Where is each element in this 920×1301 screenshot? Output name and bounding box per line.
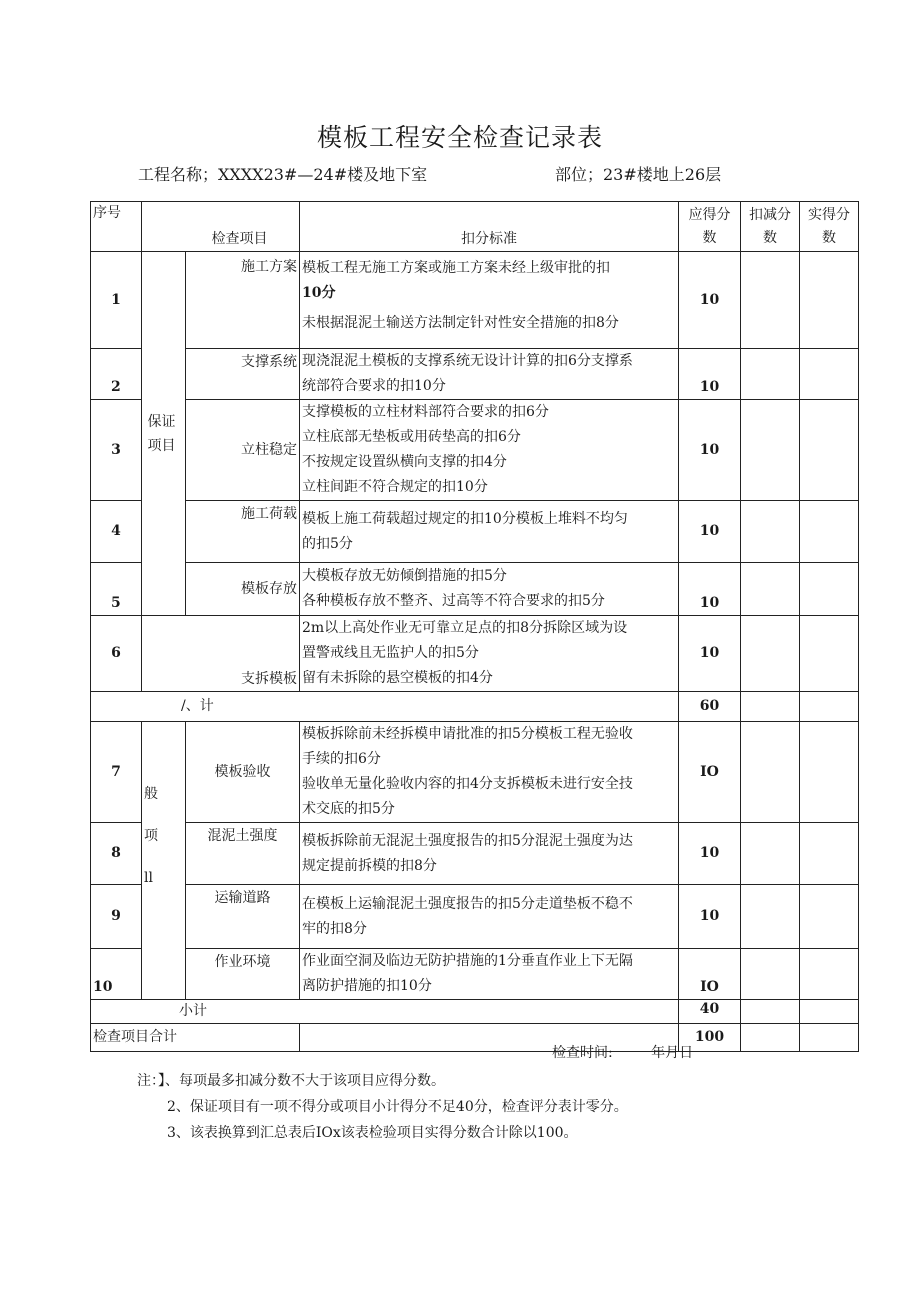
total-value: 100 xyxy=(679,1024,741,1052)
table-row xyxy=(91,252,859,349)
criteria-cell xyxy=(300,400,679,501)
due-score: 10 xyxy=(679,823,741,885)
header-due-line2: 数 xyxy=(702,229,717,246)
criteria-line: 离防护措施的扣10分 xyxy=(302,978,432,994)
item-name: 支撑系统 xyxy=(186,349,300,400)
group-general-line3: ll xyxy=(144,870,153,886)
page-title: 模板工程安全检查记录表 xyxy=(316,123,603,152)
criteria-cell xyxy=(300,252,679,349)
group-general-line1: 般 xyxy=(144,786,158,802)
deducted-score xyxy=(741,722,800,823)
check-time xyxy=(552,1042,693,1062)
subtotal-value: 60 xyxy=(679,692,741,722)
criteria-line: 各种模板存放不整齐、过高等不符合要求的扣5分 xyxy=(302,593,605,609)
actual-score xyxy=(800,1000,859,1024)
item-name: 作业环境 xyxy=(186,949,300,1000)
row-number: 8 xyxy=(91,823,142,885)
item-name: 施工荷载 xyxy=(186,501,300,563)
deducted-score xyxy=(741,349,800,400)
due-score: 10 xyxy=(679,252,741,349)
actual-score xyxy=(800,949,859,1000)
row-number: 6 xyxy=(91,616,142,692)
criteria-line: 的扣5分 xyxy=(302,535,353,552)
item-name: 运输道路 xyxy=(186,885,300,949)
table-row xyxy=(91,349,859,400)
total-row xyxy=(91,1024,859,1052)
criteria-line: 规定提前拆模的扣8分 xyxy=(302,857,437,874)
subtotal-value: 40 xyxy=(679,1000,741,1024)
table-row xyxy=(91,616,859,692)
header-due-line1: 应得分 xyxy=(688,206,731,223)
criteria-cell xyxy=(300,885,679,949)
deducted-score xyxy=(741,692,800,722)
actual-score xyxy=(800,823,859,885)
notes xyxy=(137,1068,628,1146)
item-name: 模板存放 xyxy=(186,563,300,616)
header-act-line1: 实得分 xyxy=(808,206,850,223)
group-guarantee xyxy=(142,252,186,616)
row-number: 1 xyxy=(91,252,142,349)
criteria-line: 手续的扣6分 xyxy=(302,751,381,767)
due-score: 10 xyxy=(679,501,741,563)
header-seq: 序号 xyxy=(91,202,142,252)
table-row xyxy=(91,949,859,1000)
due-score: IO xyxy=(679,949,741,1000)
criteria-line: 立柱间距不符合规定的扣10分 xyxy=(302,479,488,495)
deducted-score xyxy=(741,563,800,616)
note-line: 3、该表换算到汇总表后IOx该表检验项目实得分数合计除以100。 xyxy=(167,1125,578,1141)
criteria-line: 现浇混泥土模板的支撑系统无设计计算的扣6分支撑系 xyxy=(302,353,633,369)
subtotal-row xyxy=(91,1000,859,1024)
criteria-cell xyxy=(300,563,679,616)
criteria-line: 模板拆除前未经拆模申请批准的扣5分模板工程无验收 xyxy=(302,726,633,742)
table-row xyxy=(91,885,859,949)
criteria-line: 在模板上运输混泥土强度报告的扣5分走道垫板不稳不 xyxy=(302,895,633,912)
row-number: 10 xyxy=(91,949,142,1000)
row-number: 3 xyxy=(91,400,142,501)
criteria-line: 大模板存放无妨倾倒措施的扣5分 xyxy=(302,568,507,584)
subtotal-label: /、计 xyxy=(91,692,679,722)
table-row xyxy=(91,722,859,823)
criteria-cell xyxy=(300,349,679,400)
deducted-score xyxy=(741,501,800,563)
criteria-cell xyxy=(300,722,679,823)
header-item: 检查项目 xyxy=(142,202,300,252)
header-act-line2: 数 xyxy=(822,229,836,246)
header-actual xyxy=(800,202,859,252)
row-number: 7 xyxy=(91,722,142,823)
header-deducted xyxy=(741,202,800,252)
header-ded-line1: 扣减分 xyxy=(749,206,791,223)
row-number: 5 xyxy=(91,563,142,616)
total-label: 检查项目合计 xyxy=(91,1024,300,1052)
criteria-line: 模板工程无施工方案或施工方案未经上级审批的扣 xyxy=(302,260,610,276)
criteria-line: 作业面空洞及临边无防护措施的1分垂直作业上下无隔 xyxy=(302,953,633,969)
actual-score xyxy=(800,722,859,823)
criteria-cell xyxy=(300,823,679,885)
criteria-line: 2m以上高处作业无可靠立足点的扣8分拆除区域为设 xyxy=(302,620,628,636)
item-name: 混泥土强度 xyxy=(186,823,300,885)
item-name: 模板验收 xyxy=(186,722,300,823)
header-row xyxy=(91,202,859,252)
actual-score xyxy=(800,501,859,563)
note-line: 注：】、每项最多扣减分数不大于该项目应得分数。 xyxy=(137,1073,445,1089)
deducted-score xyxy=(741,885,800,949)
criteria-line: 留有未拆除的悬空模板的扣4分 xyxy=(302,670,493,686)
actual-score xyxy=(800,400,859,501)
actual-score xyxy=(800,563,859,616)
table-row xyxy=(91,400,859,501)
due-score: 10 xyxy=(679,616,741,692)
actual-score xyxy=(800,252,859,349)
criteria-line: 未根据混泥土输送方法制定针对性安全措施的扣8分 xyxy=(302,315,619,331)
table-row xyxy=(91,501,859,563)
item-name: 立柱稳定 xyxy=(186,400,300,501)
criteria-line: 支撑模板的立柱材料部符合要求的扣6分 xyxy=(302,404,549,420)
deducted-score xyxy=(741,1024,800,1052)
deducted-score xyxy=(741,823,800,885)
deducted-score xyxy=(741,949,800,1000)
deducted-score xyxy=(741,400,800,501)
criteria-line: 不按规定设置纵横向支撑的扣4分 xyxy=(302,454,507,470)
row-number: 9 xyxy=(91,885,142,949)
table-row xyxy=(91,823,859,885)
criteria-cell xyxy=(300,501,679,563)
due-score: 10 xyxy=(679,563,741,616)
location: 部位；23#楼地上26层 xyxy=(555,165,722,184)
check-time-label: 检查时间: xyxy=(552,1045,613,1061)
group-guarantee-label: 保证项目 xyxy=(147,413,176,454)
due-score: 10 xyxy=(679,885,741,949)
check-time-value: 年月日 xyxy=(651,1045,694,1061)
actual-score xyxy=(800,885,859,949)
header-ded-line2: 数 xyxy=(763,229,777,246)
criteria-line: 10分 xyxy=(302,285,336,301)
due-score: IO xyxy=(679,722,741,823)
criteria-line: 统部符合要求的扣10分 xyxy=(302,378,446,394)
group-general xyxy=(142,722,186,1000)
note-line: 2、保证项目有一项不得分或项目小计得分不足40分，检查评分表计零分。 xyxy=(167,1099,628,1115)
deducted-score xyxy=(741,252,800,349)
due-score: 10 xyxy=(679,400,741,501)
subtotal-label: 小计 xyxy=(91,1000,679,1024)
criteria-cell xyxy=(300,949,679,1000)
criteria-line: 牢的扣8分 xyxy=(302,920,367,937)
project-name: 工程名称；XXXX23#—24#楼及地下室 xyxy=(138,165,428,184)
criteria-line: 模板上施工荷载超过规定的扣10分模板上堆料不均匀 xyxy=(302,510,628,527)
subtotal-row xyxy=(91,692,859,722)
item-name: 支拆模板 xyxy=(142,616,300,692)
item-name: 施工方案 xyxy=(186,252,300,349)
deducted-score xyxy=(741,616,800,692)
actual-score xyxy=(800,692,859,722)
deducted-score xyxy=(741,1000,800,1024)
header-criteria: 扣分标准 xyxy=(300,202,679,252)
criteria-line: 模板拆除前无混泥土强度报告的扣5分混泥土强度为达 xyxy=(302,832,633,849)
actual-score xyxy=(800,1024,859,1052)
criteria-cell xyxy=(300,616,679,692)
group-general-line2: 项 xyxy=(144,828,158,844)
criteria-line: 置警戒线且无监护人的扣5分 xyxy=(302,645,479,661)
actual-score xyxy=(800,349,859,400)
row-number: 4 xyxy=(91,501,142,563)
criteria-line: 验收单无量化验收内容的扣4分支拆模板未进行安全技 xyxy=(302,776,633,792)
row-number: 2 xyxy=(91,349,142,400)
criteria-line: 立柱底部无垫板或用砖垫高的扣6分 xyxy=(302,429,521,445)
due-score: 10 xyxy=(679,349,741,400)
criteria-line: 术交底的扣5分 xyxy=(302,801,395,817)
actual-score xyxy=(800,616,859,692)
inspection-table xyxy=(90,201,859,1052)
header-due xyxy=(679,202,741,252)
table-row xyxy=(91,563,859,616)
